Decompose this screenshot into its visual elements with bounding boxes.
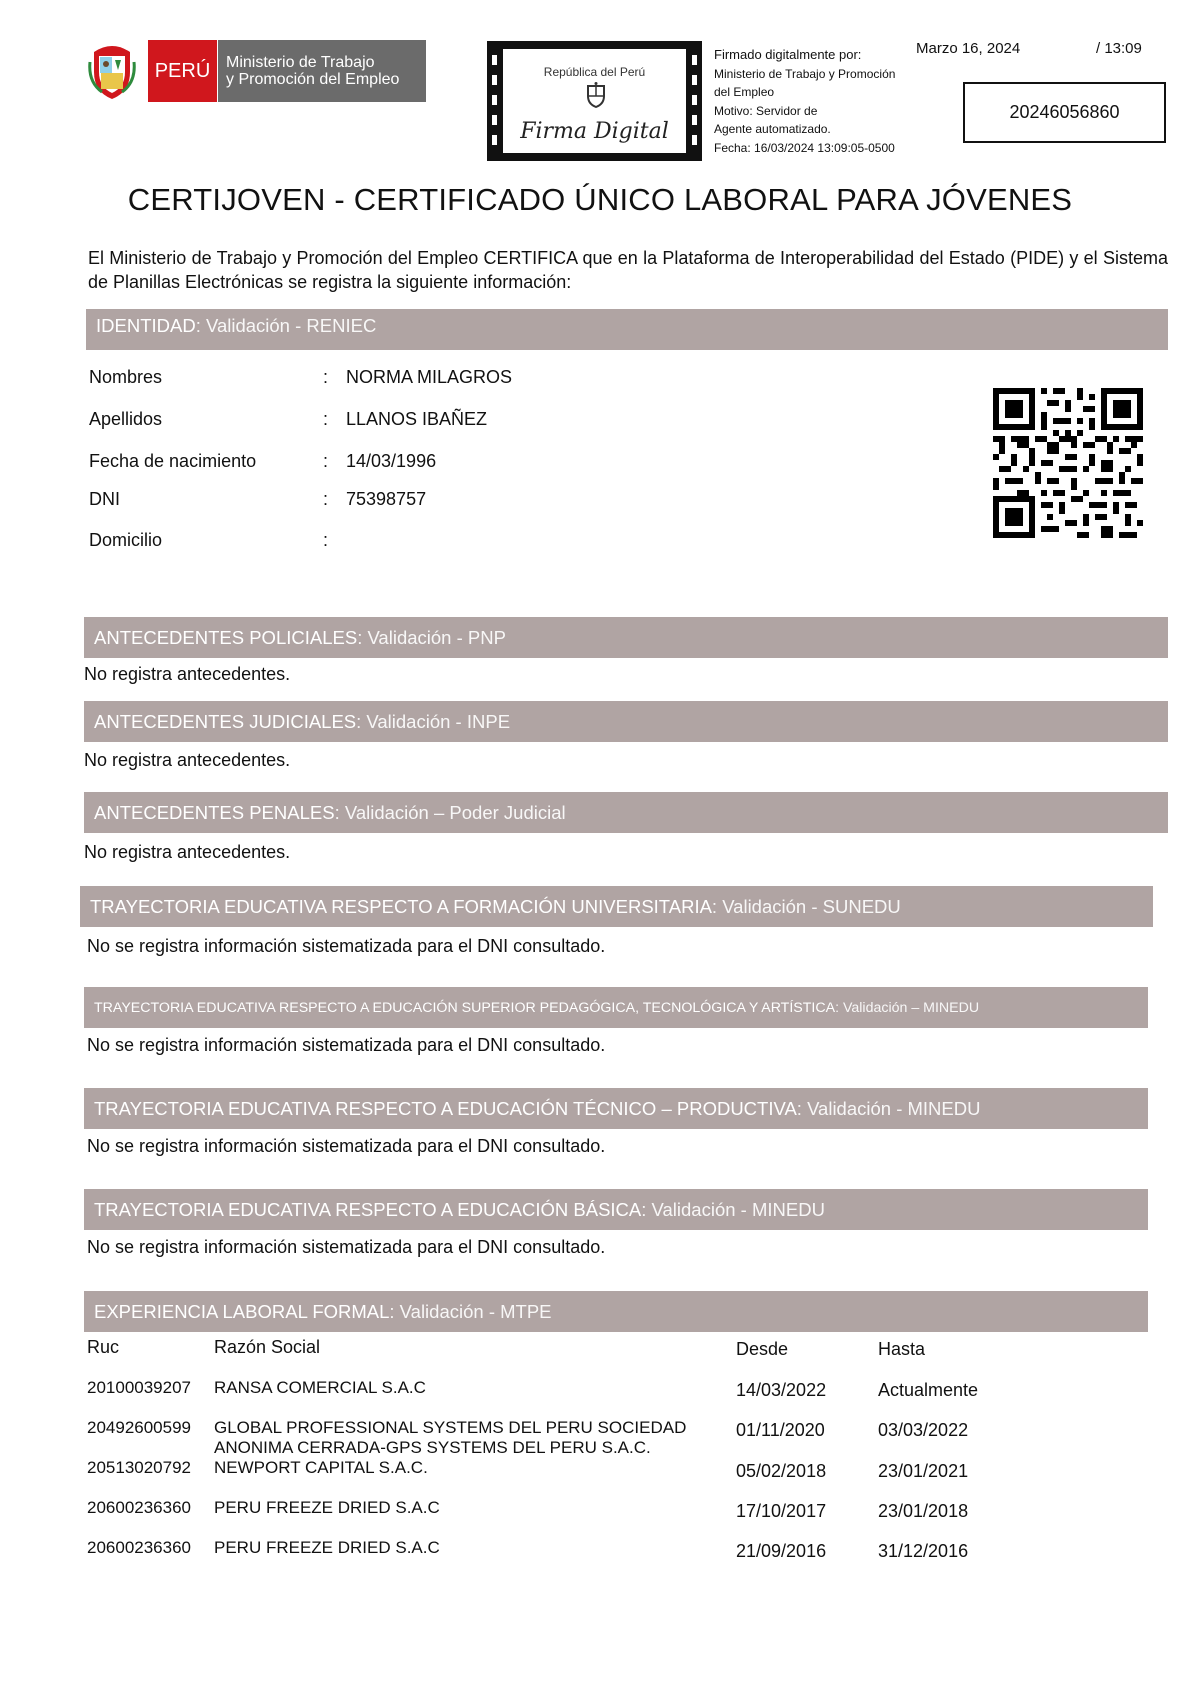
table-cell-razon-social: PERU FREEZE DRIED S.A.C <box>214 1498 440 1517</box>
section-source: : Validación - RENIEC <box>195 315 377 336</box>
digital-signature-stamp <box>487 41 702 161</box>
stamp-firma-digital-text: Firma Digital <box>520 119 669 144</box>
peru-brand-block <box>148 40 217 102</box>
identity-colon: : <box>323 530 329 550</box>
table-header-hasta: Hasta <box>878 1339 926 1359</box>
identity-colon: : <box>323 489 329 509</box>
section-result-text: No registra antecedentes. <box>84 842 291 862</box>
identity-value-dni: 75398757 <box>346 489 427 509</box>
section-source: : Validación – MINEDU <box>835 999 980 1016</box>
section-result-text: No registra antecedentes. <box>84 664 291 684</box>
section-title: IDENTIDAD <box>96 315 196 336</box>
table-cell-ruc: 20600236360 <box>87 1498 192 1517</box>
section-title: ANTECEDENTES JUDICIALES <box>94 710 357 732</box>
brand-country-label: PERÚ <box>154 59 211 82</box>
table-cell-ruc: 20492600599 <box>87 1418 192 1437</box>
section-result-text: No se registra información sistematizada para el DNI consultado. <box>87 1237 606 1257</box>
signature-line: Motivo: Servidor de <box>714 103 818 118</box>
table-cell-hasta: 31/12/2016 <box>878 1541 969 1561</box>
signature-line: Agente automatizado. <box>714 122 831 136</box>
table-header-ruc: Ruc <box>87 1337 120 1357</box>
section-bar-antecedentes-penales <box>84 792 1168 833</box>
table-cell-desde: 17/10/2017 <box>736 1501 827 1521</box>
ministry-name-line2: y Promoción del Empleo <box>226 71 400 88</box>
section-result-text: No se registra información sistematizada para el DNI consultado. <box>87 1136 606 1156</box>
section-bar-educacion-superior <box>84 987 1148 1028</box>
document-number: 20246056860 <box>963 82 1166 143</box>
section-bar-antecedentes-policiales <box>84 617 1168 658</box>
section-result-text: No registra antecedentes. <box>84 750 291 770</box>
table-cell-desde: 01/11/2020 <box>736 1420 825 1440</box>
signature-line: Firmado digitalmente por: <box>714 47 862 62</box>
section-source: : Validación - SUNEDU <box>711 895 901 917</box>
table-cell-razon-social: GLOBAL PROFESSIONAL SYSTEMS DEL PERU SOCIEDAD <box>214 1418 687 1437</box>
identity-label-domicilio: Domicilio <box>89 530 163 550</box>
section-result-text: No se registra información sistematizada para el DNI consultado. <box>87 936 606 956</box>
identity-label-apellidos: Apellidos <box>89 409 163 429</box>
section-title: TRAYECTORIA EDUCATIVA RESPECTO A EDUCACIÓN BÁSICA <box>94 1198 642 1220</box>
section-bar-experiencia-laboral <box>84 1291 1148 1332</box>
table-cell-desde: 05/02/2018 <box>736 1461 827 1481</box>
table-cell-ruc: 20600236360 <box>87 1538 192 1557</box>
identity-colon: : <box>323 409 329 429</box>
signature-line: Ministerio de Trabajo y Promoción <box>714 66 896 81</box>
table-header-razon-social: Razón Social <box>214 1337 321 1357</box>
identity-value-fecha-nacimiento: 14/03/1996 <box>346 451 437 471</box>
section-bar-antecedentes-judiciales <box>84 701 1168 742</box>
national-seal-icon <box>585 82 607 108</box>
section-title: ANTECEDENTES PENALES <box>94 801 335 823</box>
section-bar-formacion-universitaria <box>80 886 1153 927</box>
section-source: : Validación - INPE <box>356 710 511 732</box>
identity-colon: : <box>323 451 329 471</box>
section-source: : Validación - MINEDU <box>641 1198 825 1220</box>
table-cell-ruc: 20513020792 <box>87 1458 192 1477</box>
digital-signature-details <box>714 46 934 157</box>
section-title: ANTECEDENTES POLICIALES <box>94 626 358 648</box>
page-title: CERTIJOVEN - CERTIFICADO ÚNICO LABORAL PARA JÓVENES <box>127 182 1073 217</box>
table-cell-razon-social: RANSA COMERCIAL S.A.C <box>214 1378 426 1397</box>
table-cell-ruc: 20100039207 <box>87 1378 192 1397</box>
section-source: : Validación - PNP <box>357 626 506 648</box>
table-cell-razon-social: NEWPORT CAPITAL S.A.C. <box>214 1458 428 1477</box>
identity-label-fecha-nacimiento: Fecha de nacimiento <box>89 451 257 471</box>
identity-colon: : <box>323 367 329 387</box>
table-cell-hasta: 23/01/2018 <box>878 1501 969 1521</box>
section-title: TRAYECTORIA EDUCATIVA RESPECTO A FORMACIÓN UNIVERSITARIA <box>90 895 712 917</box>
identity-label-nombres: Nombres <box>89 367 163 387</box>
section-bar-educacion-basica <box>84 1189 1148 1230</box>
stamp-republica-text: República del Perú <box>543 65 646 79</box>
section-source: : Validación – Poder Judicial <box>334 801 566 823</box>
table-cell-desde: 14/03/2022 <box>736 1380 827 1400</box>
section-result-text: No se registra información sistematizada para el DNI consultado. <box>87 1035 606 1055</box>
section-title: TRAYECTORIA EDUCATIVA RESPECTO A EDUCACIÓN SUPERIOR PEDAGÓGICA, TECNOLÓGICA Y ARTÍSTICA <box>94 999 836 1016</box>
ministry-name-line1: Ministerio de Trabajo <box>226 54 375 71</box>
qr-code-icon <box>993 388 1143 538</box>
peru-coat-of-arms-icon <box>88 42 136 100</box>
table-cell-razon-social-line2: ANONIMA CERRADA-GPS SYSTEMS DEL PERU S.A.C. <box>214 1438 651 1457</box>
section-bar-identidad <box>86 309 1168 350</box>
signature-line: Fecha: 16/03/2024 13:09:05-0500 <box>714 140 895 155</box>
issue-date: Marzo 16, 2024 <box>916 40 1021 57</box>
intro-paragraph: El Ministerio de Trabajo y Promoción del Empleo CERTIFICA que en la Plataforma de Interoperabilidad del Estado (PIDE) y el Sistema de Planillas Electrónicas se registra la siguiente información: <box>88 248 1168 292</box>
section-source: : Validación - MTPE <box>389 1300 552 1322</box>
table-cell-hasta: 03/03/2022 <box>878 1420 969 1440</box>
issue-time: / 13:09 <box>1096 40 1142 57</box>
section-bar-educacion-tecnico-productiva <box>84 1088 1148 1129</box>
table-cell-desde: 21/09/2016 <box>736 1541 827 1561</box>
table-cell-hasta: Actualmente <box>878 1380 979 1400</box>
identity-label-dni: DNI <box>89 489 120 509</box>
signature-line: del Empleo <box>714 85 775 99</box>
ministry-brand-block <box>218 40 426 102</box>
section-title: EXPERIENCIA LABORAL FORMAL <box>94 1300 390 1322</box>
identity-value-apellidos: LLANOS IBAÑEZ <box>346 409 488 429</box>
section-title: TRAYECTORIA EDUCATIVA RESPECTO A EDUCACIÓN TÉCNICO – PRODUCTIVA <box>94 1097 797 1119</box>
table-cell-hasta: 23/01/2021 <box>878 1461 969 1481</box>
section-source: : Validación - MINEDU <box>796 1097 981 1119</box>
table-header-desde: Desde <box>736 1339 789 1359</box>
identity-value-nombres: NORMA MILAGROS <box>346 367 513 387</box>
table-cell-razon-social: PERU FREEZE DRIED S.A.C <box>214 1538 440 1557</box>
